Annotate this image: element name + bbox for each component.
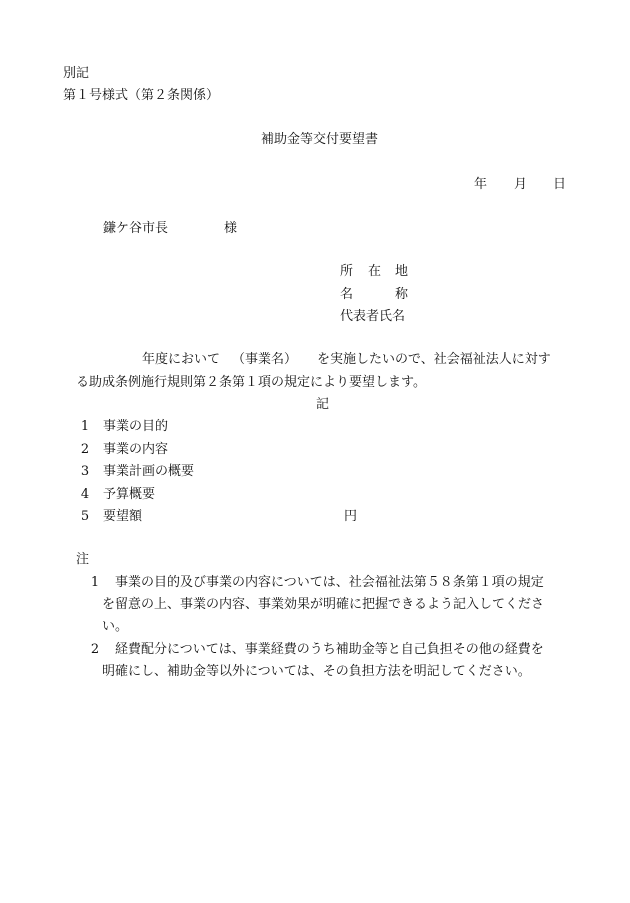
date-month: 月: [514, 177, 528, 192]
amount-unit: 円: [344, 509, 358, 524]
item-label: 事業の内容: [103, 442, 169, 457]
item-number: 1: [80, 419, 90, 434]
name-label-char-1: 名: [340, 287, 354, 302]
item-number: 2: [80, 442, 90, 457]
item-number: 4: [80, 487, 90, 502]
notes-heading: 注: [76, 552, 90, 567]
item-number: 3: [80, 464, 90, 479]
addressee-honorific: 様: [224, 221, 238, 236]
document-title: 補助金等交付要望書: [261, 132, 379, 147]
body-project-name: （事業名）: [232, 352, 298, 367]
address-label-char-1: 所: [340, 264, 354, 279]
note-line: 明確にし、補助金等以外については、その負担方法を明記してください。: [102, 664, 531, 679]
address-label-char-3: 地: [395, 264, 409, 279]
note-line: を留意の上、事業の内容、事業効果が明確に把握できるよう記入してくださ: [102, 597, 545, 612]
representative-label: 代表者氏名: [340, 309, 406, 324]
ki-heading: 記: [316, 397, 330, 412]
body-line1-rest: を実施したいので、社会福祉法人に対す: [317, 352, 551, 367]
body-fiscal-year: 年度において: [142, 352, 221, 367]
note-line: 事業の目的及び事業の内容については、社会福祉法第５８条第１項の規定: [115, 575, 544, 590]
form-number: 第１号様式（第２条関係）: [63, 88, 220, 103]
item-label: 予算概要: [103, 487, 156, 502]
note-line: い。: [102, 619, 129, 634]
item-label: 事業の目的: [103, 419, 169, 434]
item-label: 事業計画の概要: [103, 464, 195, 479]
body-line2: る助成条例施行規則第２条第１項の規定により要望します。: [76, 375, 426, 390]
note-number: 1: [90, 575, 100, 590]
item-number: 5: [80, 509, 90, 524]
item-label: 要望額: [103, 509, 143, 524]
besshi-label: 別記: [63, 66, 90, 81]
note-line: 経費配分については、事業経費のうち補助金等と自己負担その他の経費を: [115, 642, 544, 657]
date-day: 日: [553, 177, 567, 192]
address-label-char-2: 在: [368, 264, 382, 279]
note-number: 2: [90, 642, 100, 657]
date-year: 年: [474, 177, 488, 192]
addressee-name: 鎌ケ谷市長: [103, 221, 169, 236]
name-label-char-2: 称: [395, 287, 409, 302]
